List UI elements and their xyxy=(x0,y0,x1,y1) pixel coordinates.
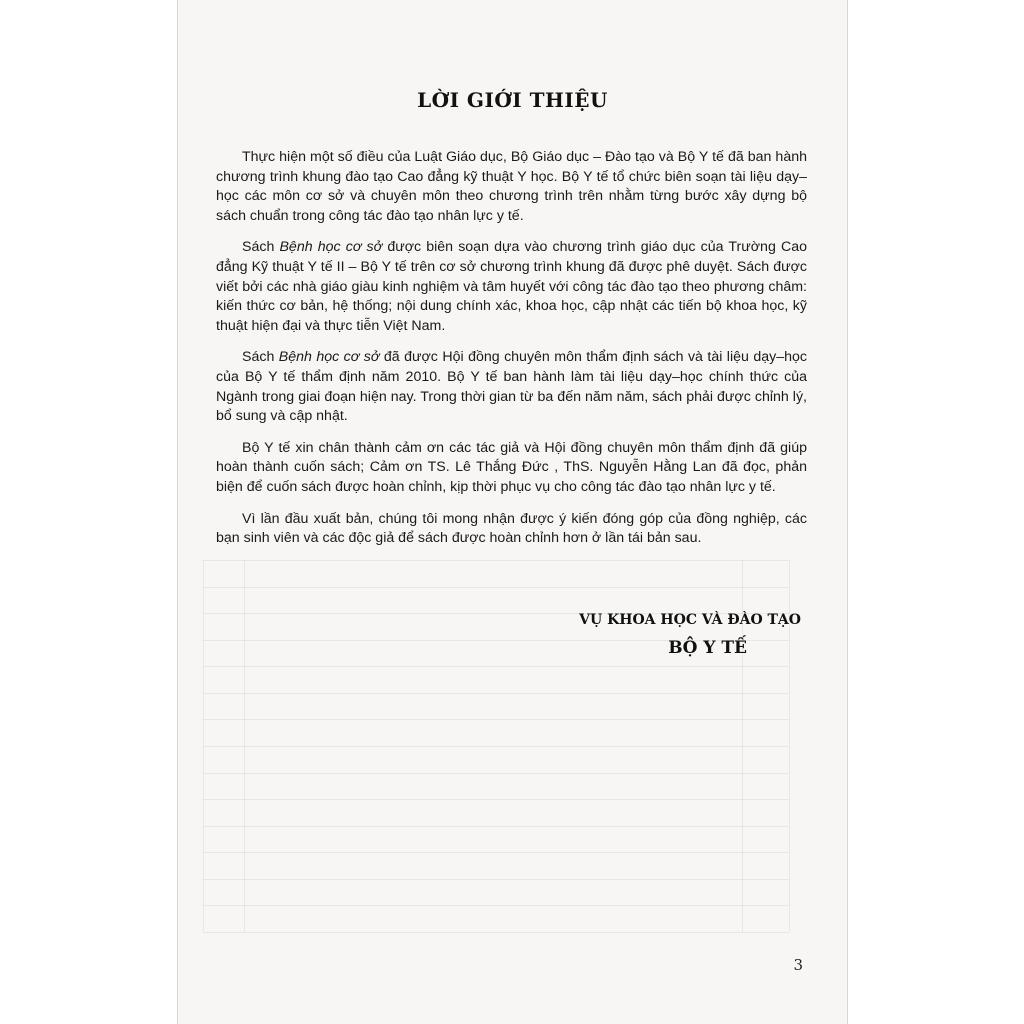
paragraph-2-text-a: Sách xyxy=(242,239,280,256)
bleed-through-row-line xyxy=(203,879,789,880)
bleed-through-row-line xyxy=(203,693,789,694)
bleed-through-row-line xyxy=(203,852,789,853)
document-body xyxy=(216,148,807,561)
bleed-through-row-line xyxy=(203,719,789,720)
paragraph-4-text: Bộ Y tế xin chân thành cảm ơn các tác giả và Hội đồng chuyên môn thẩm định đã giúp hoàn thành cuốn sách; Cảm ơn TS. Lê Thắng Đức , ThS. Nguyễn Hằng Lan đã đọc, phản biện để cuốn sách được hoàn chỉnh, kịp thời phục vụ cho công tác đào tạo nhân lực y tế. xyxy=(216,439,807,495)
bleed-through-row-line xyxy=(203,666,789,667)
book-title-italic: Bệnh học cơ sở xyxy=(279,239,383,256)
bleed-through-row-line xyxy=(203,932,789,933)
document-page xyxy=(177,0,848,1024)
paragraph-5-text: Vì lần đầu xuất bản, chúng tôi mong nhận được ý kiến đóng góp của đồng nghiệp, các bạn sinh viên và các độc giả để sách được hoàn chỉnh hơn ở lần tái bản sau. xyxy=(216,510,807,547)
bleed-through-row-line xyxy=(203,587,789,588)
paragraph-3 xyxy=(216,348,807,426)
bleed-through-row-line xyxy=(203,826,789,827)
paragraph-1-text: Thực hiện một số điều của Luật Giáo dục, Bộ Giáo dục – Đào tạo và Bộ Y tế đã ban hành chương trình khung đào tạo Cao đẳng kỹ thuật Y học. Bộ Y tế tổ chức biên soạn tài liệu dạy–học các môn cơ sở và chuyên môn theo chương trình trên nhằm từng bước xây dựng bộ sách chuẩn trong công tác đào tạo nhân lực y tế. xyxy=(216,149,807,224)
paragraph-3-text-a: Sách xyxy=(242,349,279,366)
bleed-through-row-line xyxy=(203,799,789,800)
bleed-through-row-line xyxy=(203,746,789,747)
signature-organization: VỤ KHOA HỌC VÀ ĐÀO TẠO xyxy=(579,612,801,628)
paragraph-1 xyxy=(216,148,807,226)
paragraph-2-text-b: được biên soạn dựa vào chương trình giáo dục của Trường Cao đẳng Kỹ thuật Y tế II – Bộ Y tế trên cơ sở chương trình khung đã được phê duyệt. Sách được viết bởi các nhà giáo giàu kinh nghiệm và tâm huyết với công tác đào tạo theo phương châm: kiến thức cơ bản, hệ thống; nội dung chính xác, khoa học, cập nhật các tiến bộ khoa học, kỹ thuật hiện đại và thực tiễn Việt Nam. xyxy=(216,239,807,334)
paragraph-2 xyxy=(216,238,807,336)
book-title-italic: Bệnh học cơ sở xyxy=(278,349,380,366)
page-title: LỜI GIỚI THIỆU xyxy=(417,88,608,112)
bleed-through-row-line xyxy=(203,905,789,906)
bleed-through-row-line xyxy=(203,773,789,774)
page-number: 3 xyxy=(793,956,803,974)
paragraph-5 xyxy=(216,510,807,549)
paragraph-4 xyxy=(216,439,807,498)
signature-ministry: BỘ Y TẾ xyxy=(668,638,747,658)
paragraph-3-text-b: đã được Hội đồng chuyên môn thẩm định sách và tài liệu dạy–học của Bộ Y tế thẩm định năm 2010. Bộ Y tế ban hành làm tài liệu dạy–học chính thức của Ngành trong giai đoạn hiện nay. Trong thời gian từ ba đến năm năm, sách phải được chỉnh lý, bổ sung và cập nhật. xyxy=(216,349,807,425)
